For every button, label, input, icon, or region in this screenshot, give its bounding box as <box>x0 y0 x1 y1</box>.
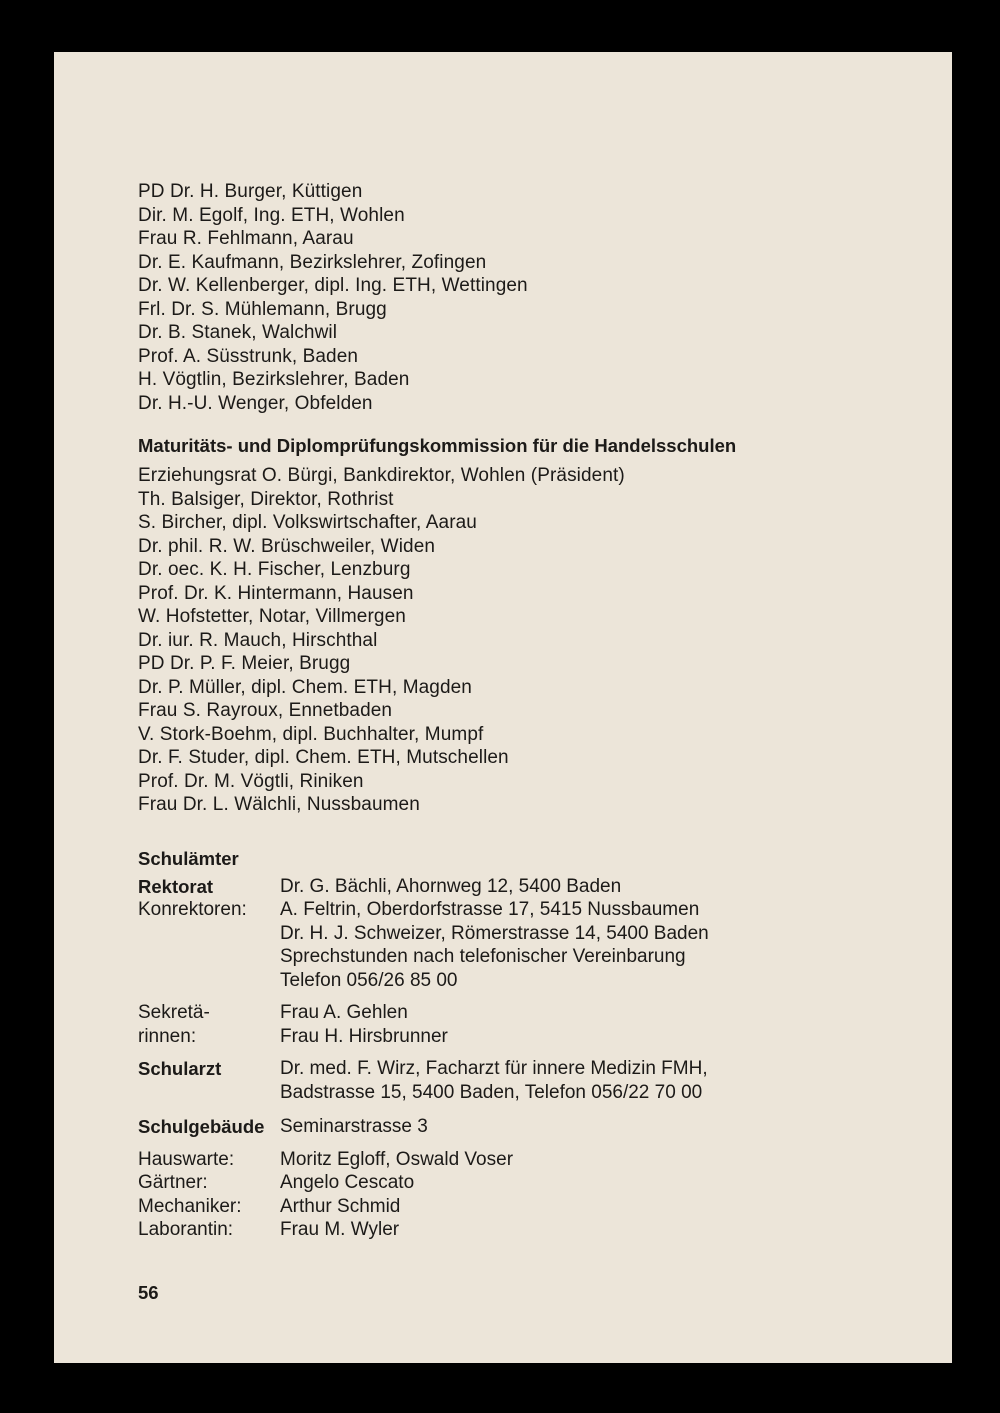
staff-row <box>138 1148 938 1172</box>
staff-list <box>138 1148 938 1242</box>
schularzt-line: Dr. med. F. Wirz, Facharzt für innere Medizin FMH, <box>280 1058 708 1079</box>
staff-label: Mechaniker: <box>138 1195 242 1217</box>
list-item: H. Vögtlin, Bezirkslehrer, Baden <box>138 369 410 390</box>
list-item: S. Bircher, dipl. Volkswirtschafter, Aarau <box>138 512 477 533</box>
konrektoren-values <box>280 898 709 992</box>
label-line: rinnen: <box>138 1025 197 1047</box>
label-line: Sekretä- <box>138 1002 210 1023</box>
staff-value: Angelo Cescato <box>280 1172 415 1193</box>
staff-label: Gärtner: <box>138 1172 208 1193</box>
section-heading: Maturitäts- und Diplomprüfungskommission für die Handelsschulen <box>138 435 737 456</box>
schulgebaeude-row <box>138 1115 938 1139</box>
sekretaerinnen-label <box>138 1001 280 1048</box>
rektorat-value: Dr. G. Bächli, Ahornweg 12, 5400 Baden <box>280 875 622 897</box>
list-item: Dr. iur. R. Mauch, Hirschthal <box>138 629 378 651</box>
list-item: PD Dr. H. Burger, Küttigen <box>138 181 363 202</box>
sekretaerinnen-row <box>138 1001 938 1048</box>
staff-value: Frau M. Wyler <box>280 1219 400 1240</box>
section-heading: Schulämter <box>138 847 239 869</box>
staff-label: Hauswarte: <box>138 1148 235 1170</box>
schularzt-label: Schularzt <box>138 1058 222 1079</box>
commission-section <box>138 434 938 817</box>
list-item: PD Dr. P. F. Meier, Brugg <box>138 653 351 674</box>
list-item: Dr. P. Müller, dipl. Chem. ETH, Magden <box>138 676 472 698</box>
staff-row <box>138 1195 938 1219</box>
list-item: Frau Dr. L. Wälchli, Nussbaumen <box>138 794 420 815</box>
list-item: Dir. M. Egolf, Ing. ETH, Wohlen <box>138 204 405 226</box>
list-item: V. Stork-Boehm, dipl. Buchhalter, Mumpf <box>138 723 484 745</box>
staff-value: Arthur Schmid <box>280 1195 401 1217</box>
list-item: Th. Balsiger, Direktor, Rothrist <box>138 488 394 510</box>
list-item: W. Hofstetter, Notar, Villmergen <box>138 606 406 627</box>
konrektoren-label: Konrektoren: <box>138 899 247 920</box>
sekretaerinnen-values <box>280 1001 448 1048</box>
staff-row <box>138 1218 938 1242</box>
konrektoren-row <box>138 898 938 992</box>
list-item: Erziehungsrat O. Bürgi, Bankdirektor, Wohlen (Präsident) <box>138 465 625 486</box>
list-item: Prof. A. Süsstrunk, Baden <box>138 345 359 367</box>
konrektor-line: Telefon 056/26 85 00 <box>280 969 458 991</box>
konrektor-line: A. Feltrin, Oberdorfstrasse 17, 5415 Nussbaumen <box>280 899 700 920</box>
schularzt-values <box>280 1057 708 1104</box>
page-number: 56 <box>138 1282 159 1303</box>
staff-label: Laborantin: <box>138 1219 234 1240</box>
rektorat-row <box>138 875 938 899</box>
page-content <box>138 180 938 1242</box>
list-item: Prof. Dr. K. Hintermann, Hausen <box>138 582 414 604</box>
schulgebaeude-label: Schulgebäude <box>138 1116 265 1137</box>
konrektor-line: Sprechstunden nach telefonischer Vereinbarung <box>280 946 686 967</box>
list-item: Dr. H.-U. Wenger, Obfelden <box>138 392 373 414</box>
list-item: Dr. F. Studer, dipl. Chem. ETH, Mutschellen <box>138 747 509 768</box>
staff-row <box>138 1171 938 1195</box>
schularzt-row <box>138 1057 938 1104</box>
rektorat-label: Rektorat <box>138 875 214 897</box>
list-item: Frl. Dr. S. Mühlemann, Brugg <box>138 298 387 320</box>
list-item: Dr. W. Kellenberger, dipl. Ing. ETH, Wettingen <box>138 275 528 296</box>
list-item: Frau R. Fehlmann, Aarau <box>138 228 354 249</box>
staff-value: Moritz Egloff, Oswald Voser <box>280 1148 514 1170</box>
schularzt-line: Badstrasse 15, 5400 Baden, Telefon 056/22 70 00 <box>280 1081 703 1103</box>
school-offices-section <box>138 847 938 1242</box>
list-item: Frau S. Rayroux, Ennetbaden <box>138 700 393 721</box>
member-list-1 <box>138 180 938 415</box>
list-item: Dr. B. Stanek, Walchwil <box>138 322 338 343</box>
list-item: Dr. phil. R. W. Brüschweiler, Widen <box>138 535 436 557</box>
list-item: Dr. oec. K. H. Fischer, Lenzburg <box>138 559 411 580</box>
sekretaerin-line: Frau A. Gehlen <box>280 1002 408 1023</box>
schulgebaeude-value: Seminarstrasse 3 <box>280 1116 428 1137</box>
list-item: Dr. E. Kaufmann, Bezirkslehrer, Zofingen <box>138 251 487 273</box>
sekretaerin-line: Frau H. Hirsbrunner <box>280 1025 448 1047</box>
list-item: Prof. Dr. M. Vögtli, Riniken <box>138 770 364 792</box>
konrektor-line: Dr. H. J. Schweizer, Römerstrasse 14, 5400 Baden <box>280 922 709 944</box>
document-page <box>54 52 952 1363</box>
